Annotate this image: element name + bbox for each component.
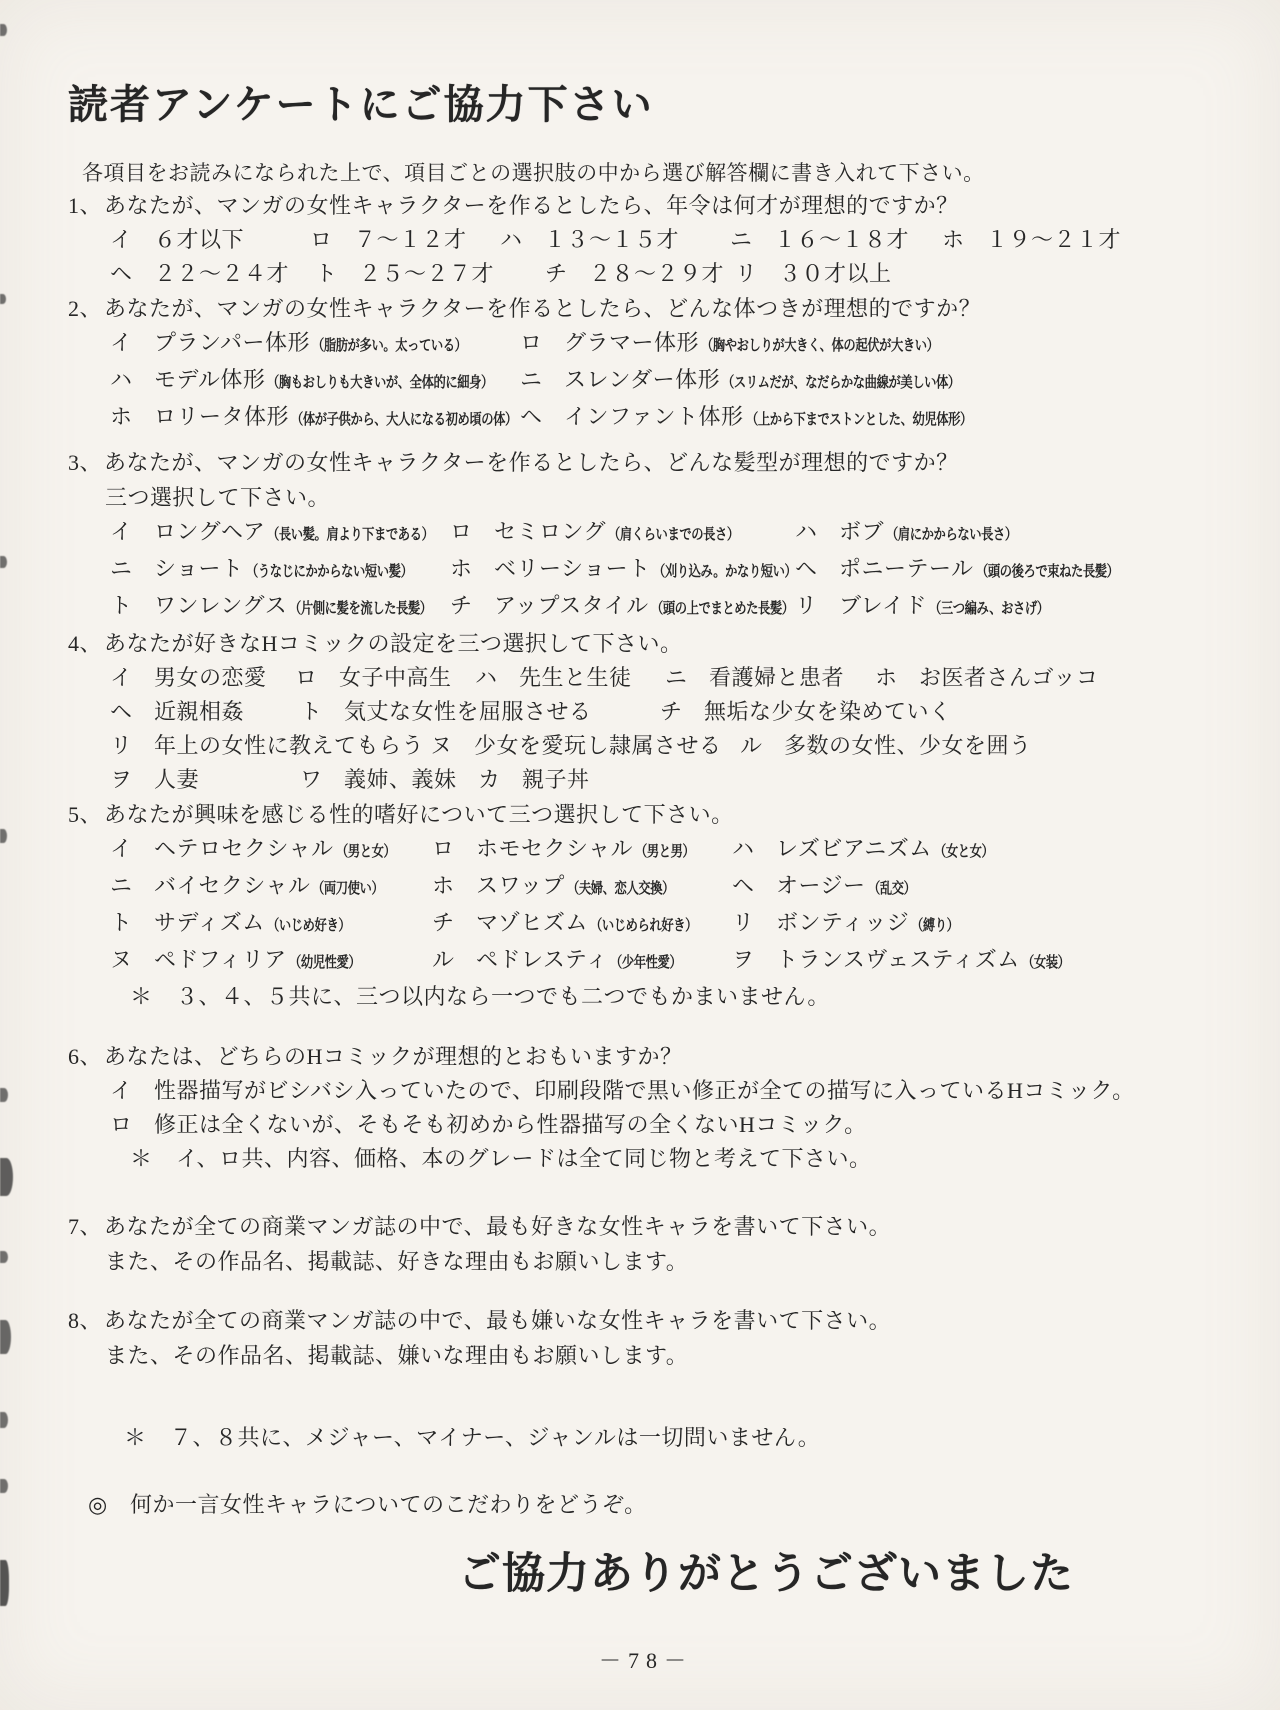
scan-artifact [0,1560,9,1606]
option-row [68,326,1224,363]
option-label: ハ [732,836,755,861]
question-q5 [68,797,1224,1014]
option-label: イ [110,1078,133,1103]
option-note: （胸やおしりが大きく、体の起伏が大きい） [701,338,939,354]
option-row [68,906,1224,943]
option-label: ロ [110,1112,133,1137]
option-q1-0-3 [730,223,942,257]
option-text: ホモセクシャル [476,836,634,861]
option-label: カ [478,767,501,792]
option-q4-0-1 [295,661,475,695]
option-note: （うなじにかからない短い髪） [245,564,413,580]
footer-note-text: ７、８共に、メジャー、マイナー、ジャンルは一切問いません。 [170,1425,821,1450]
option-text: お医者さんゴッコ [919,665,1099,690]
option-note: （女と女） [933,844,994,860]
option-q4-2-1 [430,729,740,763]
option-row [68,1074,1224,1108]
option-q3-2-2 [795,589,1075,626]
option-label: ホ [450,556,473,581]
option-text: 看護婦と患者 [709,665,845,690]
question-number: 1、 [68,193,103,218]
option-q2-0-0 [110,326,520,363]
option-row [68,661,1224,695]
option-text: プランパー体形 [154,330,310,355]
question-heading [68,626,1224,661]
option-label: リ [110,733,133,758]
option-text: １３〜１５才 [544,227,680,252]
option-text: １９〜２１才 [986,227,1122,252]
option-note: （夫婦、恋人交換） [566,881,674,897]
option-label: リ [795,593,818,618]
question-heading [68,1209,1224,1244]
scan-artifact [0,1412,8,1428]
question-heading [68,188,1224,223]
option-text: 近親相姦 [154,699,245,724]
option-text: オージー [776,873,866,898]
question-heading [68,1303,1224,1338]
option-text: ペドフィリア [154,947,287,972]
question-line [68,1338,1224,1373]
option-text: バイセクシャル [154,873,311,898]
option-row [68,400,1224,437]
option-text: インファント体形 [564,404,744,429]
option-q5-1-0 [110,869,432,906]
option-label: ホ [432,873,455,898]
option-label: ハ [475,665,498,690]
option-text: 気丈な女性を屈服させる [344,699,592,724]
option-text: ２５〜２７才 [359,261,495,286]
question-q3 [68,445,1224,626]
option-label: ホ [875,665,898,690]
option-label: リ [735,261,758,286]
option-q4-3-1 [300,763,478,797]
scan-artifact [0,1479,8,1493]
option-text: スレンダー体形 [564,367,721,392]
option-row [68,695,1224,729]
option-note: （頭の後ろで束ねた長髪） [975,564,1119,580]
option-q6-0-0 [110,1074,1135,1108]
option-label: ヘ [732,873,755,898]
option-q5-2-2 [732,906,969,943]
option-label: イ [110,227,133,252]
option-q4-0-0 [110,661,295,695]
option-label: ル [740,733,763,758]
option-text: 修正は全くないが、そもそも初めから性器描写の全くないHコミック。 [154,1112,867,1137]
option-text: ブレイド [839,593,928,618]
option-label: ロ [450,519,473,544]
option-q5-0-1 [432,832,732,869]
option-label: ヌ [430,733,453,758]
option-note: （肩くらいまでの長さ） [608,527,739,543]
option-label: ホ [110,404,133,429]
option-label: ハ [795,519,818,544]
footer-note [68,1488,1224,1522]
option-label: ワ [300,767,323,792]
question-heading [68,1039,1224,1074]
option-label: イ [110,836,133,861]
question-text: あなたが、マンガの女性キャラクターを作るとしたら、どんな体つきが理想的ですか？ [104,296,982,321]
option-text: 性器描写がビシバシ入っていたので、印刷段階で黒い修正が全ての描写に入っているHコミック。 [154,1078,1135,1103]
option-note: （少年性愛） [610,955,682,971]
question-number: 5、 [68,802,103,827]
option-row [68,515,1224,552]
option-note: （胸もおしりも大きいが、全体的に細身） [267,375,494,391]
option-text: スワップ [476,873,565,898]
option-text: 先生と生徒 [519,665,632,690]
option-note: （いじめられ好き） [589,918,697,934]
option-q1-1-2 [545,257,735,291]
option-label: ト [315,261,338,286]
scan-artifact [0,829,7,843]
option-note: （女装） [1021,955,1070,971]
option-label: ニ [520,367,543,392]
option-text: マゾヒズム [476,910,588,935]
option-q2-2-0 [110,400,520,437]
option-q4-2-2 [740,729,1032,763]
option-q4-0-4 [875,661,1099,695]
question-q8 [68,1303,1224,1373]
question-line-text: また、その作品名、掲載誌、好きな理由もお願いします。 [105,1249,689,1274]
option-text: 女子中高生 [339,665,452,690]
option-text: ロングヘア [154,519,266,544]
option-note: （幼児性愛） [288,955,360,971]
question-heading [68,445,1224,480]
option-row [68,763,1224,797]
option-label: ハ [110,367,133,392]
option-q2-0-1 [520,326,991,363]
option-label: ニ [665,665,688,690]
option-label: ヌ [110,947,133,972]
option-q3-0-0 [110,515,450,552]
option-text: ６才以下 [154,227,245,252]
option-text: ２２〜２４才 [154,261,290,286]
option-row [68,1108,1224,1142]
footer-note [68,1421,1224,1455]
option-label: ト [110,593,133,618]
option-text: 人妻 [154,767,200,792]
questionnaire [68,188,1224,1373]
option-text: ３０才以上 [779,261,892,286]
option-q1-0-4 [942,223,1121,257]
option-note: （乱交） [867,881,916,897]
option-q4-1-2 [660,695,952,729]
asterisk-marker: ＊ [130,1146,153,1171]
scan-artifact [0,24,7,36]
option-label: ホ [942,227,965,252]
option-text: グラマー体形 [564,330,700,355]
option-q5-3-1 [432,943,732,980]
option-row [68,363,1224,400]
option-label: ハ [500,227,523,252]
option-q4-0-3 [665,661,875,695]
option-text: ベリーショート [494,556,651,581]
intro-text: 各項目をお読みになられた上で、項目ごとの選択肢の中から選び解答欄に書き入れて下さい。 [82,161,985,185]
option-q3-0-2 [795,515,1046,552]
option-q5-1-1 [432,869,732,906]
option-row [68,589,1224,626]
question-number: 8、 [68,1308,103,1333]
option-label: ロ [432,836,455,861]
option-q6-1-0 [110,1108,867,1142]
option-q4-1-0 [110,695,300,729]
question-line [68,1244,1224,1279]
option-row [68,869,1224,906]
option-text: 年上の女性に教えてもらう [154,733,425,758]
page-number: －78－ [598,1648,693,1673]
scan-artifact [0,1088,8,1102]
option-label: ニ [110,873,133,898]
option-q2-1-0 [110,363,520,400]
option-row [68,729,1224,763]
option-label: ヘ [795,556,818,581]
question-number: 4、 [68,631,103,656]
option-label: ヲ [732,947,755,972]
option-text: アップスタイル [494,593,649,618]
option-q5-3-2 [732,943,1080,980]
option-label: リ [732,910,755,935]
option-note: （男と男） [635,844,695,860]
option-note: （片側に髪を流した長髪） [289,601,432,617]
option-q1-0-1 [310,223,500,257]
option-label: ト [110,910,133,935]
option-label: ヘ [520,404,543,429]
option-q3-1-2 [795,552,1149,589]
option-text: 多数の女性、少女を囲う [784,733,1032,758]
option-label: ロ [310,227,333,252]
option-note: （三つ編み、おさげ） [929,601,1049,617]
option-q3-2-1 [450,589,795,626]
option-q4-3-0 [110,763,300,797]
option-q5-2-1 [432,906,732,943]
option-q5-3-0 [110,943,432,980]
question-number: 7、 [68,1214,103,1239]
page-title: 読者アンケートにご協力下さい [68,82,654,127]
option-note: （縛り） [911,918,959,934]
footer-note-text: 何か一言女性キャラについてのこだわりをどうぞ。 [130,1492,647,1517]
option-q4-2-0 [110,729,430,763]
option-text: 義姉、義妹 [344,767,457,792]
option-text: ロリータ体形 [154,404,290,429]
question-text: あなたが全ての商業マンガ誌の中で、最も好きな女性キャラを書いて下さい。 [104,1214,892,1239]
question-text: あなたが興味を感じる性的嗜好について三つ選択して下さい。 [104,802,734,827]
option-text: セミロング [494,519,607,544]
option-q2-1-1 [520,363,1012,400]
option-note: （両刀使い） [312,881,384,897]
option-label: ト [300,699,323,724]
option-label: ニ [110,556,133,581]
option-text: ポニーテール [839,556,974,581]
option-q3-2-0 [110,589,450,626]
option-q1-0-0 [110,223,310,257]
question-line-text: また、その作品名、掲載誌、嫌いな理由もお願いします。 [105,1343,689,1368]
question-line-text: 三つ選択して下さい。 [105,485,331,510]
question-note [68,1142,1224,1176]
question-q1 [68,188,1224,291]
option-label: ヘ [110,699,133,724]
double-circle-marker: ◎ [88,1492,108,1517]
scan-artifact [0,1251,8,1263]
option-text: ショート [154,556,244,581]
option-row [68,223,1224,257]
question-note [68,980,1224,1014]
option-note: （刈り込み。かなり短い） [652,564,797,580]
option-text: ヘテロセクシャル [154,836,334,861]
option-label: イ [110,330,133,355]
option-row [68,552,1224,589]
option-label: チ [450,593,473,618]
question-note-text: イ、ロ共、内容、価格、本のグレードは全て同じ物と考えて下さい。 [176,1146,872,1171]
option-text: 男女の恋愛 [154,665,267,690]
option-text: 無垢な少女を染めていく [704,699,952,724]
option-q1-1-1 [315,257,545,291]
option-text: 親子丼 [522,767,590,792]
option-q2-2-1 [520,400,1021,437]
question-text: あなたが好きなHコミックの設定を三つ選択して下さい。 [104,631,683,656]
footer-notes [68,1421,1224,1522]
option-note: （いじめ好き） [266,918,350,934]
closing-text: ご協力ありがとうございました [458,1551,1074,1598]
asterisk-marker: ＊ [130,984,153,1009]
option-note: （体が子供から、大人になる初め頃の体） [291,412,517,428]
option-text: サディズム [154,910,265,935]
question-q4 [68,626,1224,797]
option-text: ペドレスティ [476,947,609,972]
option-note: （男と女） [335,844,396,860]
question-number: 2、 [68,296,103,321]
option-q1-0-2 [500,223,730,257]
option-text: ボンティッジ [776,910,910,935]
option-label: ヲ [110,767,133,792]
option-q5-1-2 [732,869,926,906]
option-note: （上から下までストンとした、幼児体形） [745,412,972,428]
question-text: あなたが、マンガの女性キャラクターを作るとしたら、年令は何才が理想的ですか？ [104,193,959,218]
option-note: （脂肪が多い。太っている） [311,338,467,354]
scan-artifact [0,294,6,304]
option-q4-1-1 [300,695,660,729]
scan-artifact [0,556,7,568]
option-row [68,832,1224,869]
option-text: ７〜１２才 [354,227,467,252]
option-text: ２８〜２９才 [589,261,725,286]
question-text: あなたは、どちらのHコミックが理想的とおもいますか？ [104,1044,683,1069]
option-label: チ [660,699,683,724]
option-label: ロ [520,330,543,355]
option-text: ワンレングス [154,593,288,618]
option-q3-0-1 [450,515,795,552]
option-label: イ [110,665,133,690]
option-q4-0-2 [475,661,665,695]
question-text: あなたが、マンガの女性キャラクターを作るとしたら、どんな髪型が理想的ですか？ [104,450,959,475]
question-heading [68,797,1224,832]
option-q5-0-0 [110,832,432,869]
asterisk-marker: ＊ [124,1425,147,1450]
question-line [68,480,1224,515]
option-q1-1-0 [110,257,315,291]
option-label: ニ [730,227,753,252]
option-label: チ [432,910,455,935]
option-note: （スリムだが、なだらかな曲線が美しい体） [722,375,960,391]
option-text: 少女を愛玩し隷属させる [474,733,722,758]
option-q3-1-0 [110,552,450,589]
option-q3-1-1 [450,552,795,589]
option-q1-1-3 [735,257,892,291]
option-text: トランスヴェスティズム [776,947,1020,972]
option-row [68,943,1224,980]
scan-artifact [0,1320,11,1354]
option-label: ヘ [110,261,133,286]
question-text: あなたが全ての商業マンガ誌の中で、最も嫌いな女性キャラを書いて下さい。 [104,1308,892,1333]
option-note: （頭の上でまとめた長髪） [650,601,794,617]
option-note: （長い髪。肩より下まである） [267,527,434,543]
question-q2 [68,291,1224,437]
option-row [68,257,1224,291]
option-label: イ [110,519,133,544]
option-label: ル [432,947,455,972]
option-text: １６〜１８才 [774,227,910,252]
question-heading [68,291,1224,326]
option-label: ロ [295,665,318,690]
option-text: レズビアニズム [776,836,932,861]
question-q7 [68,1209,1224,1279]
option-label: チ [545,261,568,286]
option-note: （肩にかからない長さ） [886,527,1017,543]
option-q5-0-2 [732,832,1006,869]
question-q6 [68,1039,1224,1176]
question-number: 6、 [68,1044,103,1069]
option-q5-2-0 [110,906,432,943]
question-number: 3、 [68,450,103,475]
scan-artifact [0,1158,13,1196]
option-text: モデル体形 [154,367,266,392]
option-text: ボブ [839,519,885,544]
option-q4-3-2 [478,763,590,797]
question-note-text: ３、４、５共に、三つ以内なら一つでも二つでもかまいません。 [176,984,830,1009]
